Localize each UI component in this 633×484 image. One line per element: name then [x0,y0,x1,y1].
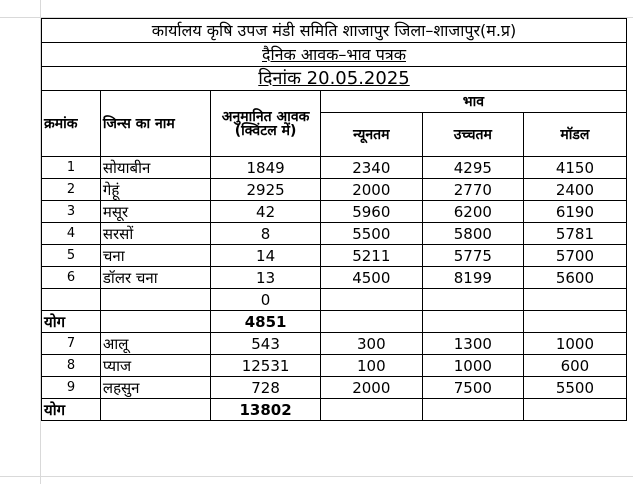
empty-cell [523,399,626,421]
table-row [42,223,627,245]
row-max: 1000 [422,355,523,377]
row-arrival: 42 [211,201,320,223]
empty-cell [320,289,422,311]
empty-cell [523,311,626,333]
row-modal: 5781 [523,223,626,245]
empty-cell [100,311,210,333]
row-commodity: चना [100,245,210,267]
gridline [0,476,633,477]
row-sno: 7 [42,333,101,355]
row-modal: 5500 [523,377,626,399]
empty-cell [422,399,523,421]
empty-cell [320,311,422,333]
row-arrival: 12531 [211,355,320,377]
row-max: 1300 [422,333,523,355]
header-commodity: जिन्स का नाम [100,91,210,157]
row-commodity: सोयाबीन [100,157,210,179]
row-arrival: 13 [211,267,320,289]
row-commodity: मसूर [100,201,210,223]
row-commodity: डॉलर चना [100,267,210,289]
row-min: 300 [320,333,422,355]
table-row [42,157,627,179]
row-sno: 2 [42,179,101,201]
empty-cell [523,289,626,311]
row-modal: 4150 [523,157,626,179]
blank-row-arrival: 0 [211,289,320,311]
header-arrival: अनुमानित आवक (क्विंटल में) [211,91,320,157]
row-min: 4500 [320,267,422,289]
total-row [42,311,627,333]
total-value: 13802 [211,399,320,421]
row-arrival: 728 [211,377,320,399]
table-row [42,179,627,201]
row-arrival: 2925 [211,179,320,201]
row-sno: 6 [42,267,101,289]
table-row [42,245,627,267]
row-max: 8199 [422,267,523,289]
sheet-date: दिनांक 20.05.2025 [42,67,627,91]
header-min: न्यूनतम [320,113,422,157]
sheet-subtitle: दैनिक आवक–भाव पत्रक [42,43,627,67]
row-max: 7500 [422,377,523,399]
header-modal: मॉडल [523,113,626,157]
total-label: योग [42,399,101,421]
row-arrival: 1849 [211,157,320,179]
row-arrival: 8 [211,223,320,245]
row-min: 2340 [320,157,422,179]
row-sno: 5 [42,245,101,267]
row-min: 2000 [320,179,422,201]
table-row [42,267,627,289]
header-max: उच्चतम [422,113,523,157]
row-min: 5500 [320,223,422,245]
row-sno: 3 [42,201,101,223]
table-row [42,333,627,355]
empty-cell [100,289,210,311]
row-max: 2770 [422,179,523,201]
row-arrival: 14 [211,245,320,267]
empty-cell [100,399,210,421]
header-sno: क्रमांक [42,91,101,157]
table-row [42,355,627,377]
row-sno: 1 [42,157,101,179]
table-row [42,377,627,399]
row-arrival: 543 [211,333,320,355]
row-max: 6200 [422,201,523,223]
empty-cell [42,289,101,311]
rate-sheet-table [41,18,627,421]
row-modal: 6190 [523,201,626,223]
row-min: 5211 [320,245,422,267]
row-sno: 8 [42,355,101,377]
total-label: योग [42,311,101,333]
row-modal: 5700 [523,245,626,267]
row-modal: 1000 [523,333,626,355]
empty-cell [320,399,422,421]
row-modal: 5600 [523,267,626,289]
blank-row [42,289,627,311]
row-commodity: प्याज [100,355,210,377]
office-title: कार्यालय कृषि उपज मंडी समिति शाजापुर जिला–शाजापुर(म.प्र) [42,19,627,43]
row-max: 4295 [422,157,523,179]
row-commodity: सरसों [100,223,210,245]
row-min: 2000 [320,377,422,399]
row-max: 5775 [422,245,523,267]
row-sno: 9 [42,377,101,399]
row-max: 5800 [422,223,523,245]
header-price: भाव [320,91,626,113]
row-commodity: गेहूं [100,179,210,201]
row-min: 100 [320,355,422,377]
row-modal: 2400 [523,179,626,201]
row-sno: 4 [42,223,101,245]
row-modal: 600 [523,355,626,377]
row-min: 5960 [320,201,422,223]
total-value: 4851 [211,311,320,333]
row-commodity: लहसुन [100,377,210,399]
row-commodity: आलू [100,333,210,355]
table-row [42,201,627,223]
empty-cell [422,311,523,333]
total-row [42,399,627,421]
empty-cell [422,289,523,311]
